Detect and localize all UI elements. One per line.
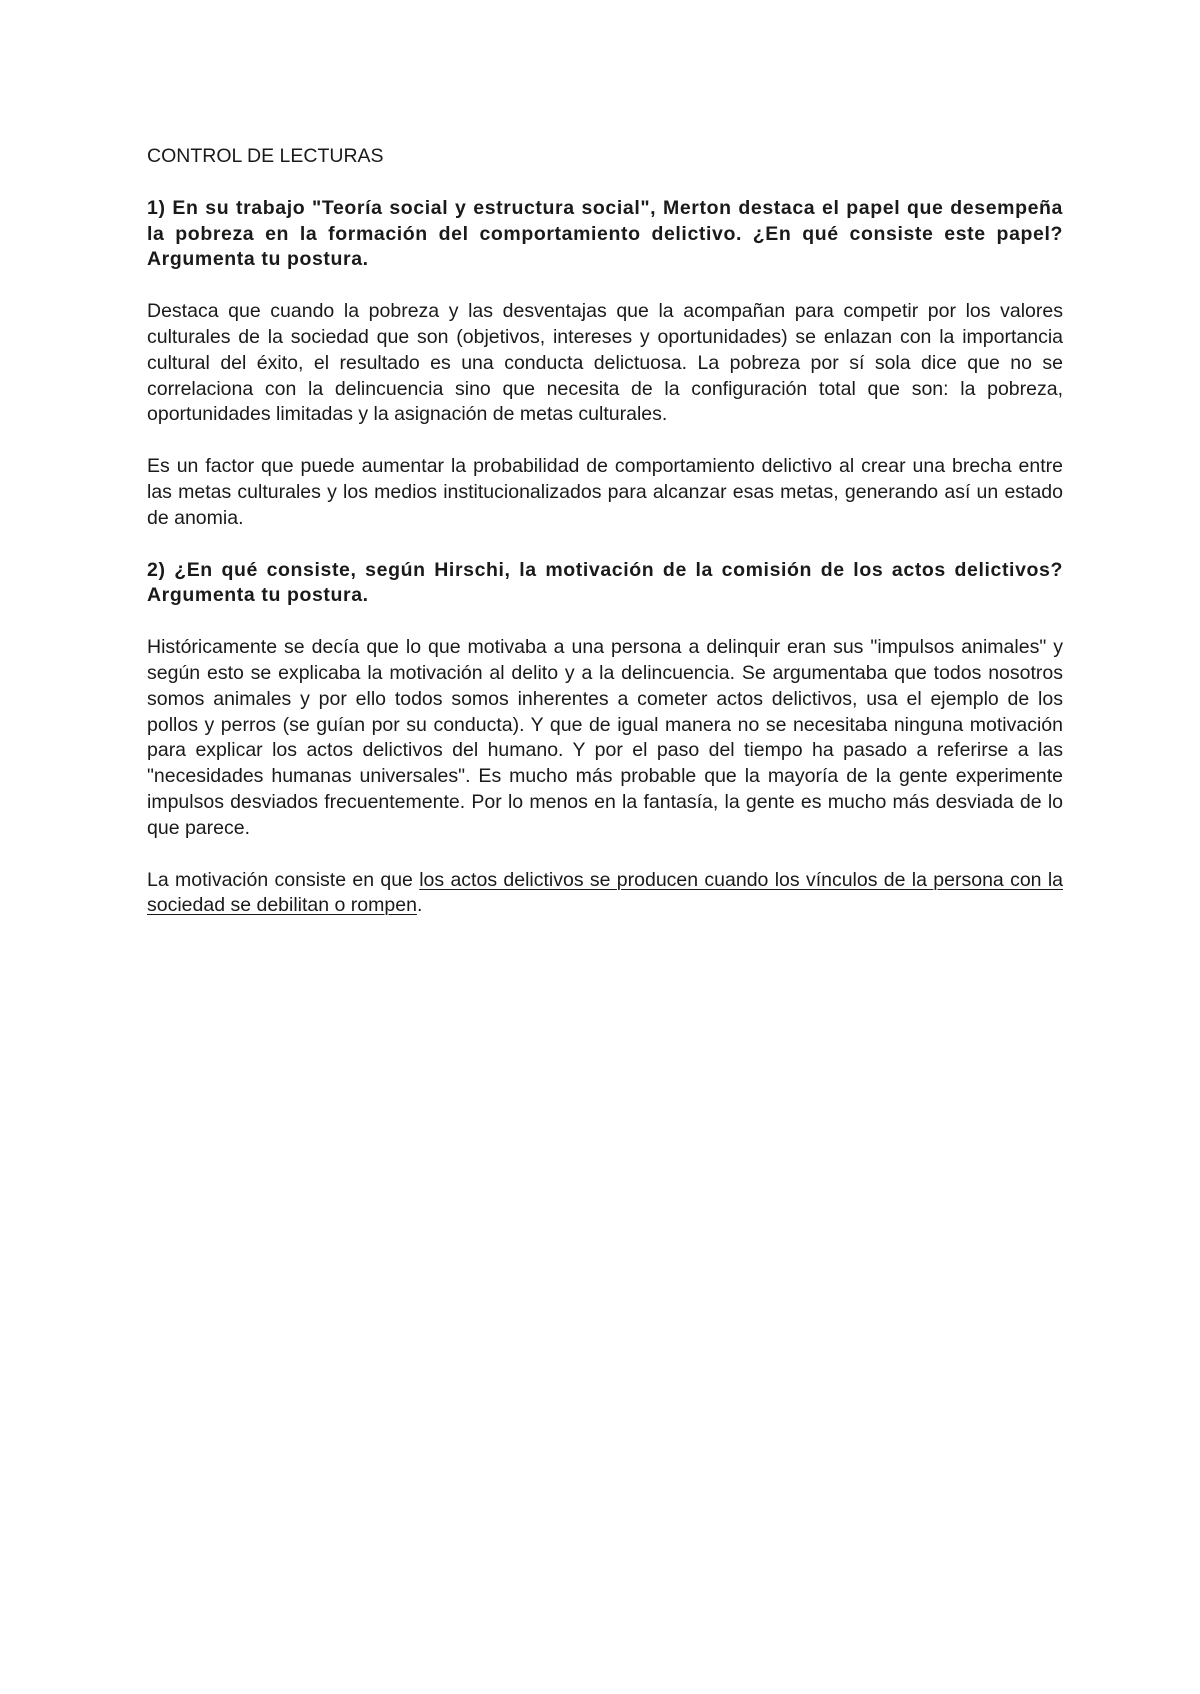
- question-2: 2) ¿En qué consiste, según Hirschi, la motivación de la comisión de los actos delictivos? Argumenta tu postura.: [147, 558, 1063, 607]
- answer-2-paragraph-1: Históricamente se decía que lo que motivaba a una persona a delinquir eran sus "impulsos animales" y según esto se explicaba la motivación al delito y a la delincuencia. Se argumentaba que todos nosotros somos animales y por ello todos somos inherentes a cometer actos delictivos, usa el ejemplo de los pollos y perros (se guían por su conducta). Y que de igual manera no se necesitaba ninguna motivación para explicar los actos delictivos del humano. Y por el paso del tiempo ha pasado a referirse a las "necesidades humanas universales". Es mucho más probable que la mayoría de la gente experimente impulsos desviados frecuentemente. Por lo menos en la fantasía, la gente es mucho más desviada de lo que parece.: [147, 636, 1063, 839]
- answer-2-underlined-text: los actos delictivos se producen cuando los vínculos de la persona con la sociedad se debilitan o rompen: [147, 868, 1063, 917]
- answer-1-paragraph-1: Destaca que cuando la pobreza y las desventajas que la acompañan para competir por los valores culturales de la sociedad que son (objetivos, intereses y oportunidades) se enlazan con la importancia cultural del éxito, el resultado es una conducta delictuosa. La pobreza por sí sola dice que no se correlaciona con la delincuencia sino que necesita de la configuración total que son: la pobreza, oportunidades limitadas y la asignación de metas culturales.: [147, 300, 1063, 426]
- answer-2-paragraph-2: [147, 868, 1063, 920]
- question-1: 1) En su trabajo "Teoría social y estructura social", Merton destaca el papel que desempeña la pobreza en la formación del comportamiento delictivo. ¿En qué consiste este papel? Argumenta tu postura.: [147, 196, 1063, 271]
- answer-2-end-text: .: [416, 894, 423, 917]
- answer-2-lead-text: La motivación consiste en que: [147, 868, 420, 891]
- document-title: CONTROL DE LECTURAS: [147, 145, 384, 167]
- answer-1-paragraph-2: Es un factor que puede aumentar la probabilidad de comportamiento delictivo al crear una brecha entre las metas culturales y los medios institucionalizados para alcanzar esas metas, generando así un estado de anomia.: [147, 455, 1063, 529]
- document-body: [147, 144, 1063, 945]
